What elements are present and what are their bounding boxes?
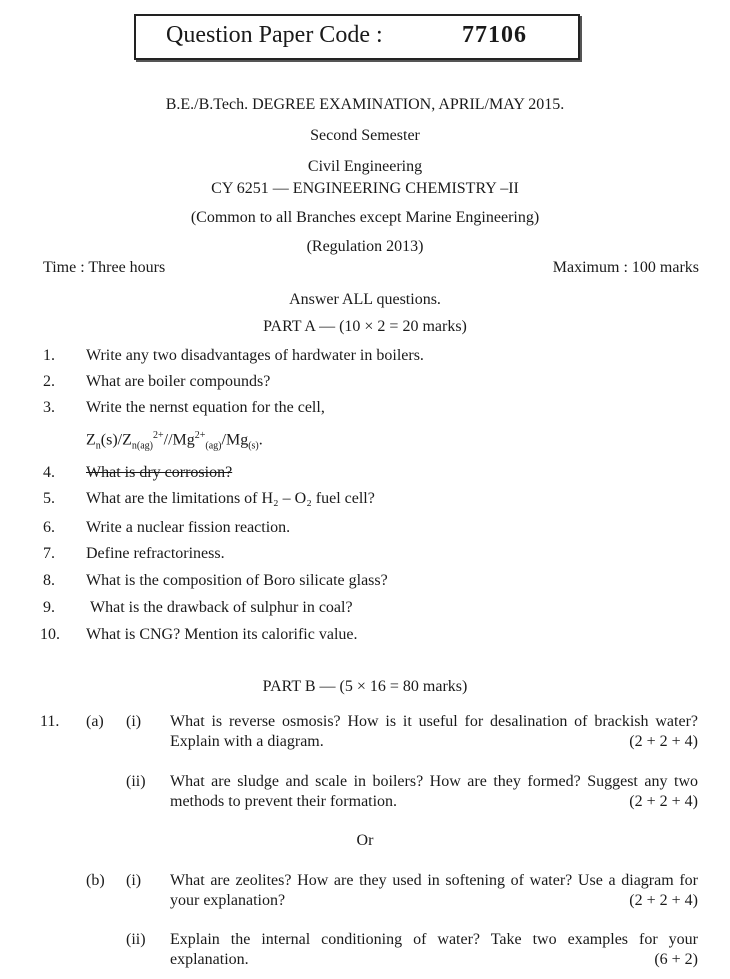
q11-number: 11. [40, 713, 60, 730]
time: Time : Three hours [43, 259, 166, 276]
subject: CY 6251 — ENGINEERING CHEMISTRY –II [211, 180, 519, 197]
question-6 [0, 519, 730, 541]
q11-b-i: What are zeolites? How are they used in softening of water? Use a diagram for your explanation? (2 + 2 + 4) [170, 872, 698, 909]
label-b: (b) [86, 872, 105, 889]
q-text: What is CNG? Mention its calorific value. [86, 626, 358, 643]
question-7 [0, 545, 730, 567]
q-num: 10. [40, 626, 60, 643]
question-5 [0, 490, 730, 512]
semester: Second Semester [310, 127, 420, 144]
question-10 [0, 626, 730, 648]
q-text: Define refractoriness. [86, 545, 225, 562]
q-text: What are boiler compounds? [86, 373, 271, 390]
part-b-heading: PART B — (5 × 16 = 80 marks) [262, 678, 468, 695]
q-num: 4. [43, 464, 55, 481]
question-1 [0, 347, 730, 369]
q-text: Write the nernst equation for the cell, [86, 399, 325, 416]
q-num: 2. [43, 373, 55, 390]
code-value: 77106 [462, 22, 527, 48]
q-text: What is the composition of Boro silicate glass? [86, 572, 388, 589]
or-separator: Or [356, 832, 374, 849]
q-num: 1. [43, 347, 55, 364]
max-marks: Maximum : 100 marks [552, 259, 699, 276]
q-num: 8. [43, 572, 55, 589]
label-a-ii: (ii) [126, 773, 146, 790]
label-a: (a) [86, 713, 104, 730]
q-text: What is the drawback of sulphur in coal? [90, 599, 353, 616]
q-text: What is dry corrosion? [86, 464, 233, 481]
q-text: Write a nuclear fission reaction. [86, 519, 291, 536]
question-8 [0, 572, 730, 594]
branch: Civil Engineering [307, 158, 423, 175]
question-2 [0, 373, 730, 395]
q-num: 7. [43, 545, 55, 562]
question-9 [0, 599, 730, 621]
code-label: Question Paper Code : [166, 22, 383, 48]
q-text: Write any two disadvantages of hardwater in boilers. [86, 347, 424, 364]
common-note: (Common to all Branches except Marine Engineering) [190, 209, 540, 226]
label-b-i: (i) [126, 872, 142, 889]
question-paper-code-box [134, 14, 580, 60]
q-num: 6. [43, 519, 55, 536]
q-text: What are the limitations of H₂ – O₂ fuel cell? [86, 490, 375, 507]
question-4 [0, 464, 730, 486]
q-num: 9. [43, 599, 55, 616]
label-a-i: (i) [126, 713, 142, 730]
regulation: (Regulation 2013) [306, 238, 424, 255]
q11-a-i: What is reverse osmosis? How is it useful for desalination of brackish water? Explain with a diagram. (2 + 2 + 4) [170, 713, 698, 750]
q3-formula: $Z_n(s)/Z_{n(ag)}^{2+}//Mg^{2+}_{(ag)}/Mg_{(s)}$. [86, 430, 263, 452]
instruction: Answer ALL questions. [289, 291, 441, 308]
q-num: 3. [43, 399, 55, 416]
q11-b-ii: Explain the internal conditioning of water? Take two examples for your explanation. (6 + 2) [170, 931, 698, 968]
q11-a-ii: What are sludge and scale in boilers? How are they formed? Suggest any two methods to prevent their formation. (2 + 2 + 4) [170, 773, 698, 810]
part-a-heading: PART A — (10 × 2 = 20 marks) [263, 318, 467, 335]
question-3 [0, 399, 730, 421]
q-num: 5. [43, 490, 55, 507]
label-b-ii: (ii) [126, 931, 146, 948]
exam-title: B.E./B.Tech. DEGREE EXAMINATION, APRIL/MAY 2015. [165, 96, 565, 113]
